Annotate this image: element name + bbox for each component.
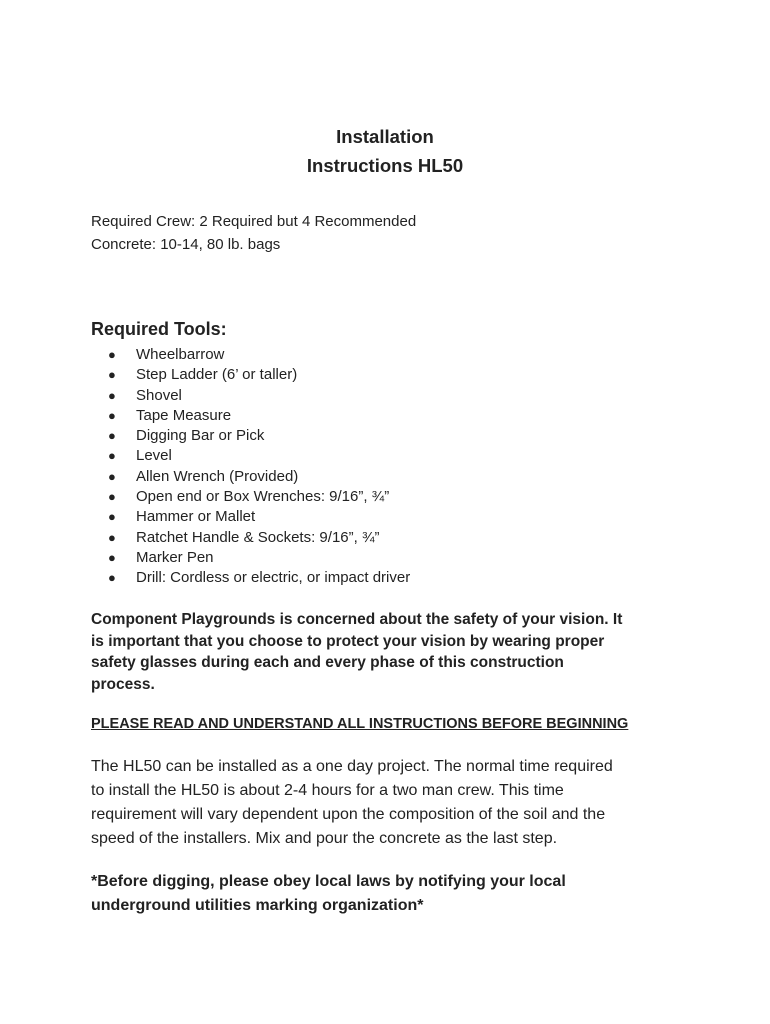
tool-label: Level [136, 447, 172, 465]
digging-notice [91, 870, 566, 918]
title-line-1: Installation [336, 126, 434, 147]
list-item [108, 426, 410, 446]
read-instructions-warning: PLEASE READ AND UNDERSTAND ALL INSTRUCTIONS BEFORE BEGINNING [91, 716, 629, 732]
requirements-info [91, 210, 416, 256]
bullet-icon: ● [108, 387, 116, 403]
bullet-icon: ● [108, 448, 116, 464]
paragraph-line: The HL50 can be installed as a one day project. The normal time required [91, 758, 613, 775]
list-item [108, 507, 410, 527]
installation-paragraph [91, 755, 613, 851]
tool-label: Digging Bar or Pick [136, 427, 265, 445]
tools-list [108, 345, 410, 589]
bullet-icon: ● [108, 468, 116, 484]
paragraph-line: to install the HL50 is about 2-4 hours for a two man crew. This time [91, 782, 564, 799]
required-crew: Required Crew: 2 Required but 4 Recommended [91, 213, 417, 230]
list-item [108, 528, 410, 548]
tool-label: Ratchet Handle & Sockets: 9/16”, ¾” [136, 528, 380, 546]
tool-label: Drill: Cordless or electric, or impact driver [136, 569, 411, 587]
bullet-icon: ● [108, 509, 116, 525]
safety-line: Component Playgrounds is concerned about the safety of your vision. It [91, 611, 623, 628]
tool-label: Marker Pen [136, 548, 214, 566]
list-item [108, 386, 410, 406]
tool-label: Wheelbarrow [136, 346, 225, 363]
bullet-icon: ● [108, 428, 116, 444]
list-item [108, 406, 410, 426]
paragraph-line: speed of the installers. Mix and pour the concrete as the last step. [91, 830, 558, 847]
bullet-icon: ● [108, 367, 116, 383]
notice-line: underground utilities marking organization* [91, 897, 424, 914]
safety-line: process. [91, 676, 155, 694]
list-item [108, 446, 410, 466]
safety-line: is important that you choose to protect your vision by wearing proper [91, 632, 605, 650]
list-item [108, 467, 410, 487]
list-item [108, 487, 410, 507]
list-item [108, 365, 410, 385]
bullet-icon: ● [108, 549, 116, 565]
bullet-icon: ● [108, 529, 116, 545]
tool-label: Hammer or Mallet [136, 508, 256, 526]
paragraph-line: requirement will vary dependent upon the composition of the soil and the [91, 806, 606, 823]
safety-notice [91, 609, 691, 696]
bullet-icon: ● [108, 570, 116, 586]
bullet-icon: ● [108, 407, 116, 423]
title-line-2: Instructions HL50 [306, 155, 464, 176]
bullet-icon: ● [108, 347, 116, 362]
tool-label: Shovel [136, 386, 182, 404]
document-title [0, 122, 770, 180]
tools-heading: Required Tools: [91, 319, 227, 339]
list-item [108, 568, 410, 588]
tool-label: Allen Wrench (Provided) [136, 467, 299, 485]
notice-line: *Before digging, please obey local laws by notifying your local [91, 873, 566, 890]
tool-label: Tape Measure [136, 406, 232, 424]
tool-label: Step Ladder (6’ or taller) [136, 366, 298, 384]
bullet-icon: ● [108, 489, 116, 505]
list-item [108, 548, 410, 568]
list-item [108, 345, 410, 365]
tool-label: Open end or Box Wrenches: 9/16”, ¾” [136, 488, 390, 506]
safety-line: safety glasses during each and every phase of this construction [91, 654, 564, 672]
concrete-requirement: Concrete: 10-14, 80 lb. bags [91, 236, 281, 253]
